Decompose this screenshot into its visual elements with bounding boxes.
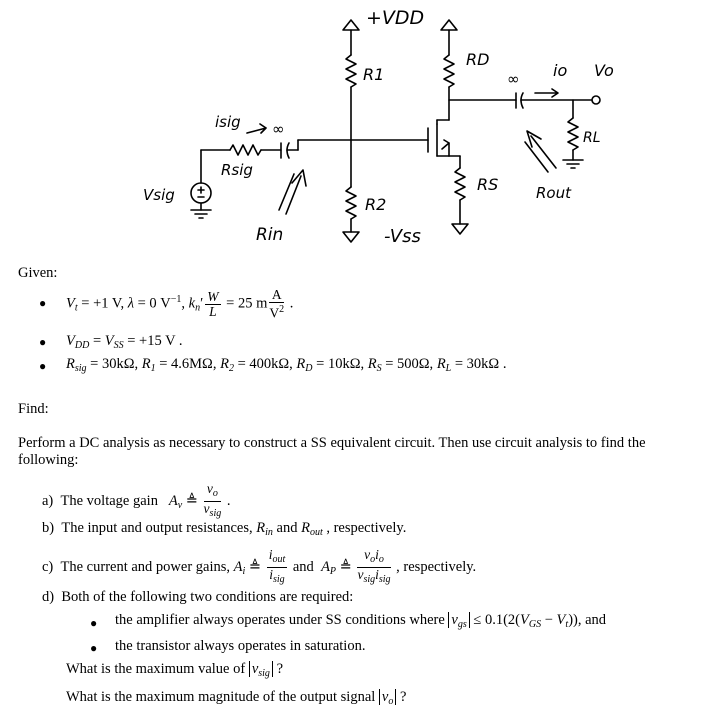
find-intro-line1: Perform a DC analysis as necessary to construct a SS equivalent circuit. Then use circuit analysis to find the [18,435,646,451]
part-d: d) Both of the following two conditions are required: [42,589,354,605]
given-item-3: $R_{sig} = 30k\Omega$, $R_1 = 4.6M\Omega$, $R_2 = 400k\Omega$, $R_D = 10k\Omega$, $R_S = 500\Omega$, $R_L = 30k\Omega$ . [66,356,507,374]
given-item-2: $V_{DD} = V_{SS} = +15$ V . [66,333,183,351]
given-heading: Given: [18,265,58,281]
part-d-condition-2: the transistor always operates in saturation. [115,638,366,654]
rin-arrow [286,170,306,214]
vss-arrow-left [343,232,359,242]
io-arrow [535,89,558,97]
find-heading: Find: [18,401,49,417]
rl-ground [563,160,583,168]
vdd-arrow-right [441,20,457,30]
rl-resistor [568,118,578,150]
vdd-arrow-left [343,20,359,30]
rs-label: RS [477,175,499,194]
rd-label: RD [466,50,490,69]
rsig-label: Rsig [221,161,253,179]
io-label: io [553,61,568,80]
rs-resistor [455,168,465,200]
bullet-dot: ● [39,296,47,310]
vdd-label: +VDD [366,7,425,29]
isig-arrow [247,124,266,133]
vo-label: Vo [594,61,614,80]
part-d-question-2: What is the maximum magnitude of the output signal $v_o$ ? [66,689,407,707]
vsig-ground [191,210,211,218]
bullet-dot: ● [90,616,98,630]
part-d-question-1: What is the maximum value of $v_{sig}$ ? [66,661,283,679]
given-item-1: $V_t = +1$ V, λ = 0 $V^{-1}$, $k_n'$ $\frac{W}{L}$ = 25 m $\frac{A}{V^2}$ . [66,287,294,321]
cap-in-infinity: ∞ [272,120,285,138]
bullet-dot: ● [90,641,98,655]
bullet-dot: ● [39,335,47,349]
rout-label: Rout [536,184,571,202]
vo-terminal [592,96,600,104]
part-c: c) The current and power gains, $A_i$ ≜ $\frac{i_{out}}{i_{sig}}$ and $A_P$ ≜ $\frac{v_oi_o}{v_{sig}i_{sig}}$ , respectively. [42,547,477,585]
isig-label: isig [215,113,241,131]
rl-label: RL [583,130,601,146]
part-d-condition-1: the amplifier always operates under SS conditions where $v_{gs} \le 0.1(2(V_{GS} - V_t))$, and [115,612,607,630]
vss-label: -Vss [384,226,421,247]
r2-label: R2 [365,195,387,214]
r2-resistor [346,187,356,219]
rsig-resistor [230,145,261,155]
cap-out-infinity: ∞ [507,70,520,88]
r1-resistor [346,55,356,87]
r1-label: R1 [363,65,385,84]
part-a: a) The voltage gain $A_v$ ≜ $\frac{v_o}{v_{sig}}$ . [42,481,231,519]
part-b: b) The input and output resistances, $R_{in}$ and $R_{out}$ , respectively. [42,520,407,538]
find-intro-line2: following: [18,452,79,468]
vss-arrow-right [452,224,468,234]
vsig-label: Vsig [143,186,175,204]
bullet-dot: ● [39,359,47,373]
rin-label: Rin [256,225,284,245]
circuit-diagram [0,0,718,255]
rd-resistor [444,55,454,87]
